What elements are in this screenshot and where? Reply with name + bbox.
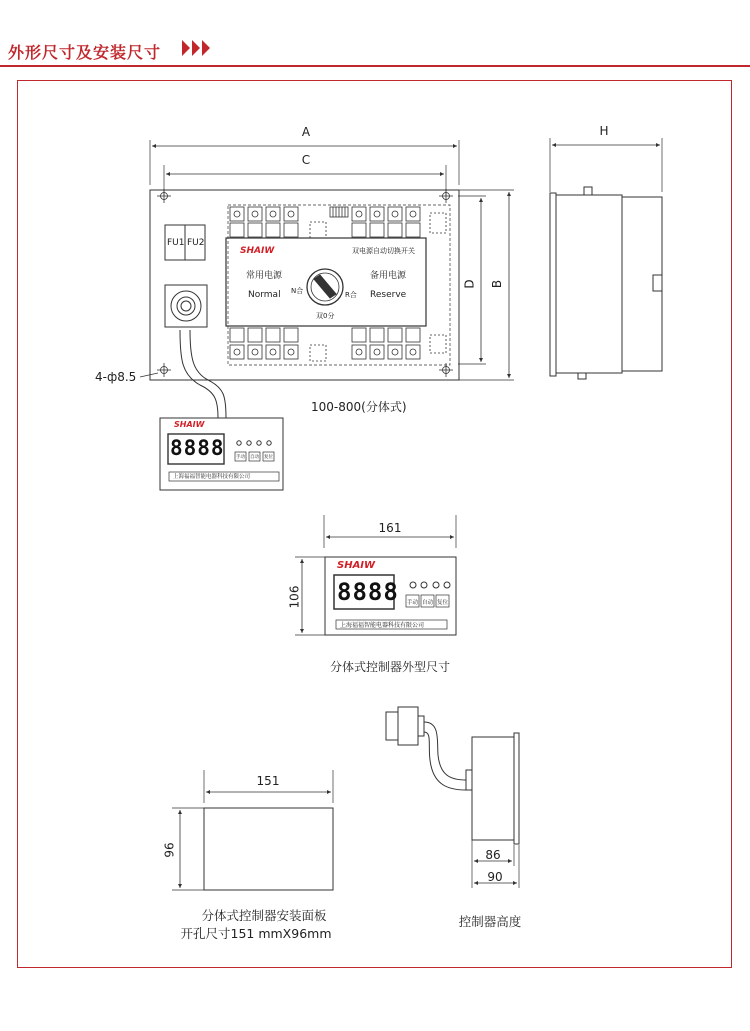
controller-caption: 分体式控制器外型尺寸: [329, 660, 451, 674]
dim-d-label: D: [462, 279, 477, 289]
cutout-caption-1: 分体式控制器安装面板: [201, 908, 327, 923]
display-small: 8888: [170, 436, 225, 460]
btn-reset: 复位: [437, 600, 449, 606]
display-digits: 8888: [337, 578, 399, 606]
btn-auto-small: 自动: [250, 455, 259, 460]
btn-manual-small: 手动: [236, 455, 245, 460]
controller-height-label: 106: [287, 585, 302, 609]
dim-a-label: A: [301, 125, 311, 139]
cutout-width-label: 151: [256, 774, 280, 788]
main-caption: 100-800(分体式): [311, 400, 407, 414]
mounting-hole-label: 4-ф8.5: [95, 370, 137, 384]
height-caption: 控制器高度: [458, 914, 522, 929]
controller-company: 上海福福智能电器科技有限公司: [340, 622, 425, 629]
company-small: 上海福福智能电器科技有限公司: [173, 474, 251, 480]
r-on-label: R合: [345, 291, 357, 299]
fuse2-label: FU2: [187, 238, 205, 248]
dim-h-label: H: [599, 124, 609, 138]
fuse1-label: FU1: [167, 238, 185, 248]
btn-manual: 手动: [407, 600, 419, 606]
btn-reset-small: 复位: [264, 455, 273, 460]
cutout-height-label: 96: [162, 842, 177, 858]
dim-c-label: C: [301, 153, 311, 167]
brand-logo: SHAIW: [240, 246, 275, 256]
page-title: 外形尺寸及安装尺寸: [8, 43, 162, 62]
normal-source-cn: 常用电源: [246, 271, 283, 281]
switch-title: 双电源自动切换开关: [352, 247, 415, 255]
reserve-source-en: Reserve: [370, 290, 407, 300]
normal-source-en: Normal: [248, 290, 281, 300]
controller-logo: SHAIW: [337, 560, 376, 571]
dim-90-label: 90: [487, 870, 503, 884]
controller-width-label: 161: [378, 521, 402, 535]
btn-auto: 自动: [422, 600, 434, 606]
controller-logo-small: SHAIW: [174, 420, 205, 429]
dim-b-label: B: [490, 279, 505, 289]
n-on-label: N合: [291, 287, 304, 295]
off-label: 双0分: [316, 312, 335, 320]
dim-86-label: 86: [485, 848, 501, 862]
cutout-caption-2: 开孔尺寸151 mmX96mm: [180, 926, 332, 941]
reserve-source-cn: 备用电源: [370, 271, 407, 281]
